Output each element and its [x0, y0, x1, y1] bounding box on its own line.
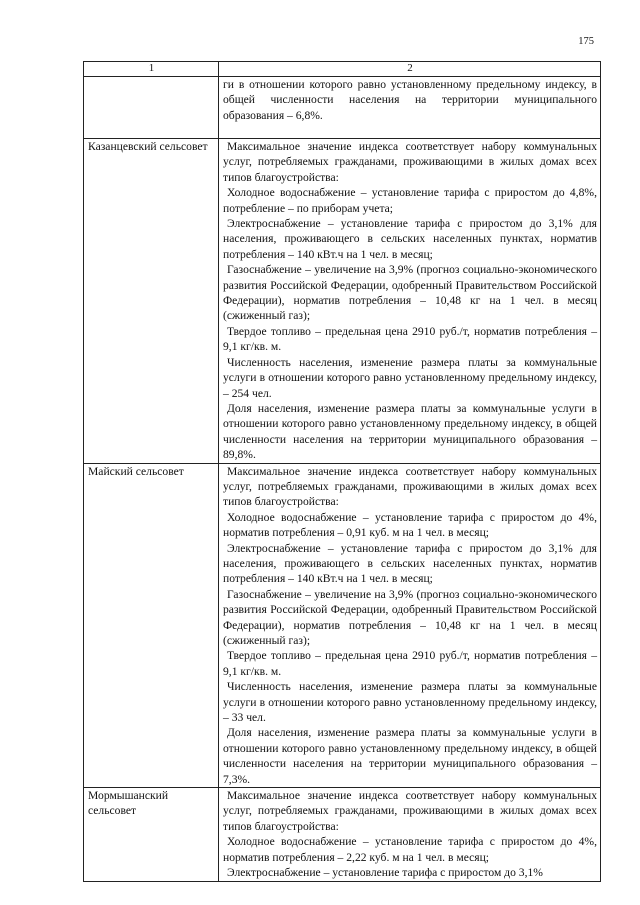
- description-paragraph: Максимальное значение индекса соответствует набору коммунальных услуг, потребляемых гражданами, проживающими в жилых домах всех типов благоустройства:: [223, 140, 597, 184]
- table-row-kazantsevsky: [84, 139, 601, 464]
- description-paragraph: Доля населения, изменение размера платы за коммунальные услуги в отношении которого равно установленному предельному индексу, в общей численности населения на территории муниципального образования – 7,3%.: [223, 726, 597, 786]
- description-cell: [219, 77, 601, 139]
- table-header-row: [84, 62, 601, 77]
- region-cell: Казанцевский сельсовет: [84, 139, 219, 464]
- description-paragraph: Электроснабжение – установление тарифа с приростом до 3,1% для населения, проживающего в сельских населенных пунктах, норматив потребления – 140 кВт.ч на 1 чел. в месяц;: [223, 541, 597, 586]
- table-row-mormyshansky: [84, 788, 601, 881]
- tariff-index-table: [83, 61, 601, 882]
- region-cell: Мормышанский сельсовет: [84, 788, 219, 881]
- description-paragraph: Доля населения, изменение размера платы за коммунальные услуги в отношении которого равно установленному предельному индексу, в общей численности населения на территории муниципального образования – 89,8%.: [223, 401, 597, 462]
- description-paragraph: Холодное водоснабжение – установление тарифа с приростом до 4,8%, потребление – по приборам учета;: [223, 186, 597, 215]
- description-paragraph: Газоснабжение – увеличение на 3,9% (прогноз социально-экономического развития Российской Федерации, одобренный Правительством Российской Федерации), норматив потребления – 10,48 кг на 1 чел. в месяц (сжиженный газ);: [223, 263, 597, 323]
- description-paragraph: Холодное водоснабжение – установление тарифа с приростом до 4%, норматив потребления – 2,22 куб. м на 1 чел. в месяц;: [223, 835, 597, 864]
- table-row-continuation: [84, 77, 601, 139]
- description-paragraph: ги в отношении которого равно установленному предельному индексу, в общей численности населения на территории муниципального образования – 6,8%.: [223, 78, 597, 122]
- description-paragraph: Максимальное значение индекса соответствует набору коммунальных услуг, потребляемых гражданами, проживающими в жилых домах всех типов благоустройства:: [223, 464, 597, 509]
- description-paragraph: Численность населения, изменение размера платы за коммунальные услуги в отношении которого равно установленному предельному индексу, – 254 чел.: [223, 355, 597, 400]
- description-paragraph: Электроснабжение – установление тарифа с приростом до 3,1%: [227, 866, 543, 880]
- region-cell: Майский сельсовет: [84, 463, 219, 788]
- region-cell: [84, 77, 219, 139]
- description-paragraph: Максимальное значение индекса соответствует набору коммунальных услуг, потребляемых гражданами, проживающими в жилых домах всех типов благоустройства:: [223, 789, 597, 833]
- description-cell: [219, 139, 601, 464]
- description-paragraph: Численность населения, изменение размера платы за коммунальные услуги в отношении которого равно установленному предельному индексу, – 33 чел.: [223, 680, 597, 725]
- description-cell: [219, 463, 601, 788]
- description-paragraph: Твердое топливо – предельная цена 2910 руб./т, норматив потребления – 9,1 кг/кв. м.: [223, 649, 597, 678]
- column-header-2: 2: [219, 62, 601, 77]
- column-header-1: 1: [84, 62, 219, 77]
- description-paragraph: Холодное водоснабжение – установление тарифа с приростом до 4%, норматив потребления – 0,91 куб. м на 1 чел. в месяц;: [223, 510, 597, 540]
- table-row-maysky: [84, 463, 601, 788]
- description-paragraph: Газоснабжение – увеличение на 3,9% (прогноз социально-экономического развития Российской Федерации, одобренный Правительством Российской Федерации), норматив потребления – 10,48 кг на 1 чел. в месяц (сжиженный газ);: [223, 587, 597, 647]
- description-cell: [219, 788, 601, 881]
- page-number: 175: [578, 36, 594, 47]
- description-paragraph: Электроснабжение – установление тарифа с приростом до 3,1% для населения, проживающего в сельских населенных пунктах, норматив потребления – 140 кВт.ч на 1 чел. в месяц;: [223, 217, 597, 261]
- description-paragraph: Твердое топливо – предельная цена 2910 руб./т, норматив потребления – 9,1 кг/кв. м.: [223, 324, 597, 354]
